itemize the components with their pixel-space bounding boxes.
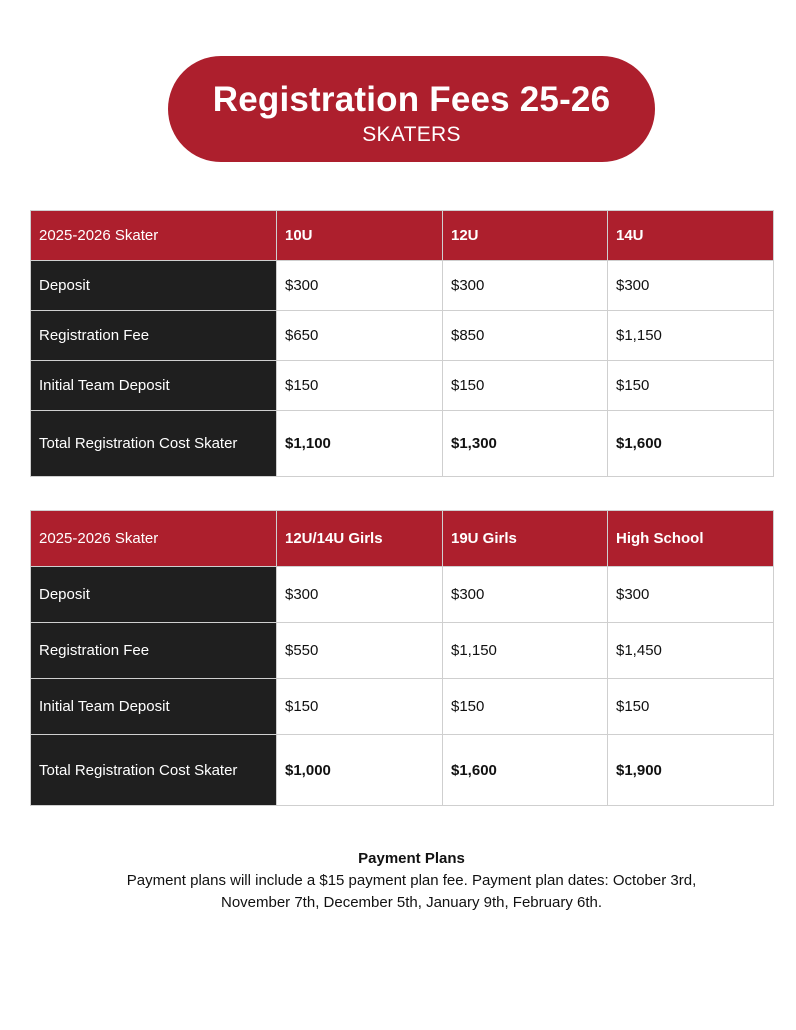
table-row-initial-team-deposit [31, 361, 774, 411]
table-row-registration-fee [31, 311, 774, 361]
table-header-row [31, 511, 774, 567]
table-row-registration-fee [31, 623, 774, 679]
cell-value: $1,150 [608, 311, 774, 361]
row-label: Registration Fee [31, 623, 277, 679]
cell-value: $150 [277, 679, 443, 735]
cell-value: $150 [608, 679, 774, 735]
row-label: Total Registration Cost Skater [31, 735, 277, 806]
cell-total: $1,600 [608, 411, 774, 477]
payment-plans-text-line1: Payment plans will include a $15 payment plan fee. Payment plan dates: October 3rd, [126, 872, 697, 889]
cell-total: $1,100 [277, 411, 443, 477]
row-label: Deposit [31, 567, 277, 623]
row-label: Deposit [31, 261, 277, 311]
table-header-row [31, 211, 774, 261]
header-cell-19u-girls: 19U Girls [443, 511, 608, 567]
table-row-total [31, 735, 774, 806]
header-cell-12u: 12U [443, 211, 608, 261]
fees-table-girls-highschool [30, 510, 774, 806]
cell-total: $1,300 [443, 411, 608, 477]
cell-total: $1,900 [608, 735, 774, 806]
cell-value: $300 [608, 567, 774, 623]
table-row-deposit [31, 567, 774, 623]
cell-total: $1,000 [277, 735, 443, 806]
cell-value: $300 [443, 261, 608, 311]
row-label: Initial Team Deposit [31, 361, 277, 411]
page-subtitle: SKATERS [362, 123, 461, 146]
cell-value: $150 [443, 679, 608, 735]
cell-value: $550 [277, 623, 443, 679]
cell-value: $1,150 [443, 623, 608, 679]
fees-table-youth [30, 210, 774, 477]
table-row-total [31, 411, 774, 477]
header-cell-skater: 2025-2026 Skater [31, 211, 277, 261]
payment-plans-section [60, 848, 763, 914]
header-cell-12u-14u-girls: 12U/14U Girls [277, 511, 443, 567]
header-cell-high-school: High School [608, 511, 774, 567]
cell-value: $300 [443, 567, 608, 623]
header-cell-10u: 10U [277, 211, 443, 261]
cell-value: $150 [608, 361, 774, 411]
header-cell-14u: 14U [608, 211, 774, 261]
cell-value: $150 [443, 361, 608, 411]
table-row-initial-team-deposit [31, 679, 774, 735]
row-label: Initial Team Deposit [31, 679, 277, 735]
cell-value: $850 [443, 311, 608, 361]
payment-plans-text-line2: November 7th, December 5th, January 9th, February 6th. [220, 894, 603, 911]
title-banner [168, 56, 655, 162]
cell-value: $300 [277, 261, 443, 311]
row-label: Registration Fee [31, 311, 277, 361]
table-row-deposit [31, 261, 774, 311]
payment-plans-heading: Payment Plans [358, 850, 465, 867]
cell-value: $650 [277, 311, 443, 361]
cell-value: $150 [277, 361, 443, 411]
row-label: Total Registration Cost Skater [31, 411, 277, 477]
cell-total: $1,600 [443, 735, 608, 806]
header-cell-skater: 2025-2026 Skater [31, 511, 277, 567]
cell-value: $300 [608, 261, 774, 311]
cell-value: $1,450 [608, 623, 774, 679]
cell-value: $300 [277, 567, 443, 623]
page-title: Registration Fees 25-26 [212, 80, 611, 119]
